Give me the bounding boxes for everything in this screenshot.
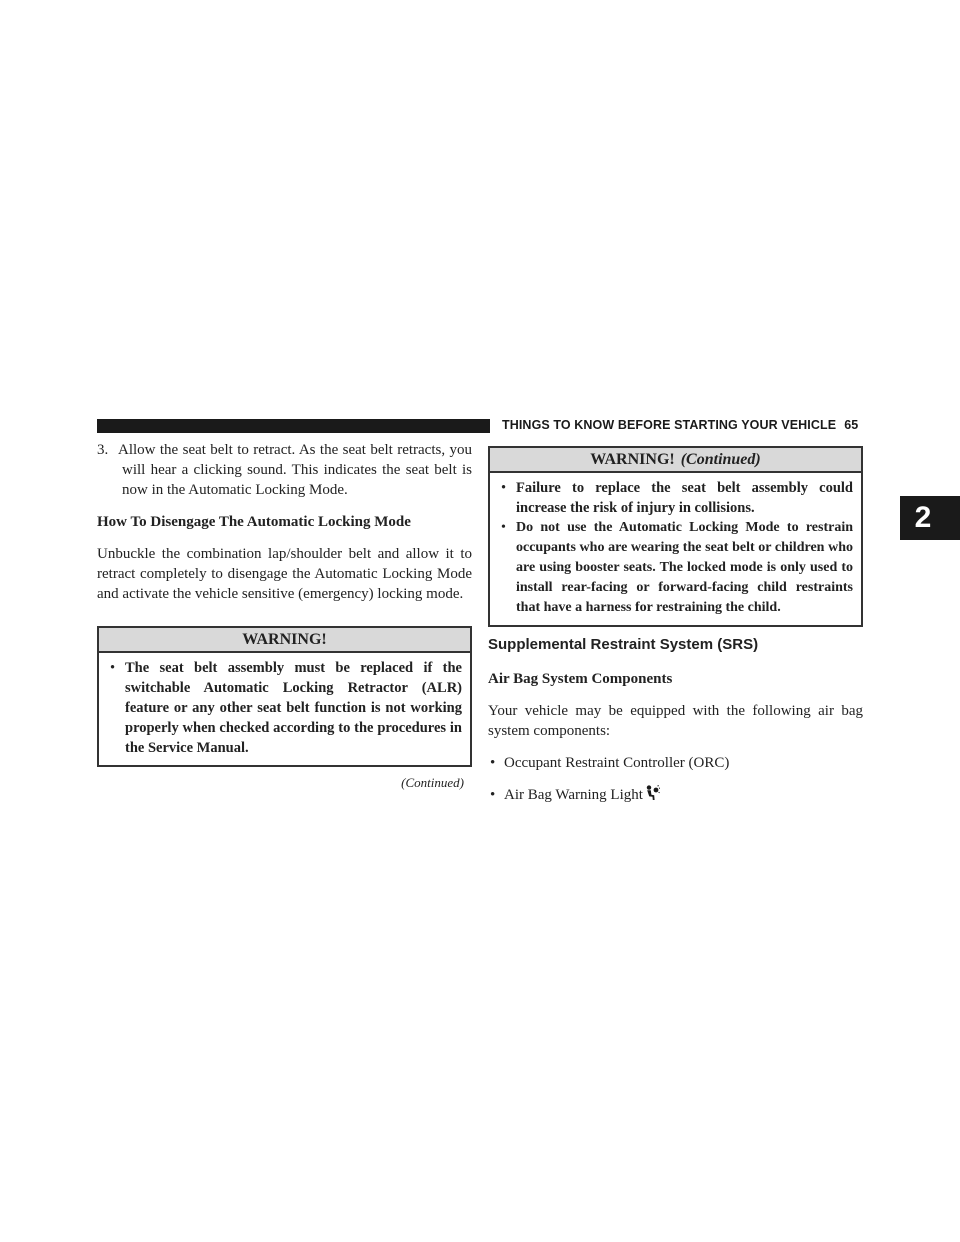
page-number: 65	[844, 418, 859, 432]
continued-note: (Continued)	[401, 775, 464, 790]
bullet-icon: •	[490, 787, 496, 803]
warning-item: • Failure to replace the seat belt assembly could increase the risk of injury in collisions.	[501, 480, 853, 516]
bullet-icon: •	[490, 755, 496, 771]
components-paragraph: Your vehicle may be equipped with the following air bag system components:	[488, 703, 863, 739]
warning-title-continued: WARNING! (Continued)	[490, 448, 861, 473]
warning-box-right	[488, 446, 863, 627]
srs-heading: Supplemental Restraint System (SRS)	[488, 636, 759, 653]
section-title: THINGS TO KNOW BEFORE STARTING YOUR VEHICLE	[502, 418, 837, 432]
step-number: 3.	[97, 442, 109, 458]
warning-item: • Do not use the Automatic Locking Mode to restrain occupants who are wearing the seat belt or children who are using booster seats. The locked mode is only used to install rear-facing or forward-facing child restraints that have a harness for restraining the child.	[501, 520, 853, 615]
right-column	[488, 446, 863, 807]
list-item: • Air Bag Warning Light	[488, 785, 863, 807]
bullet-icon: •	[110, 660, 116, 676]
step-3	[97, 440, 472, 500]
disengage-heading: How To Disengage The Automatic Locking Mode	[97, 514, 411, 530]
warning-continued-suffix: (Continued)	[680, 451, 761, 468]
chapter-tab: 2	[900, 496, 960, 540]
header-rule	[97, 419, 490, 433]
warning-title: WARNING!	[99, 628, 470, 653]
components-heading: Air Bag System Components	[488, 671, 673, 687]
warning-item: • The seat belt assembly must be replaced if the switchable Automatic Locking Retractor (ALR) feature or any other seat belt function is not working properly when checked according to the procedures in the Service Manual.	[110, 660, 462, 756]
airbag-warning-icon	[644, 785, 660, 807]
list-item: • Occupant Restraint Controller (ORC)	[490, 755, 730, 771]
warning-box-left	[97, 626, 472, 767]
step-text: Allow the seat belt to retract. As the seat belt retracts, you will hear a clicking sound. This indicates the seat belt is now in the Automatic Locking Mode.	[118, 442, 472, 498]
left-column	[97, 440, 472, 791]
bullet-icon: •	[501, 520, 506, 535]
running-header	[502, 418, 858, 432]
bullet-icon: •	[501, 480, 507, 496]
disengage-paragraph: Unbuckle the combination lap/shoulder belt and allow it to retract completely to disengage the Automatic Locking Mode and activate the vehicle sensitive (emergency) locking mode.	[97, 546, 472, 602]
